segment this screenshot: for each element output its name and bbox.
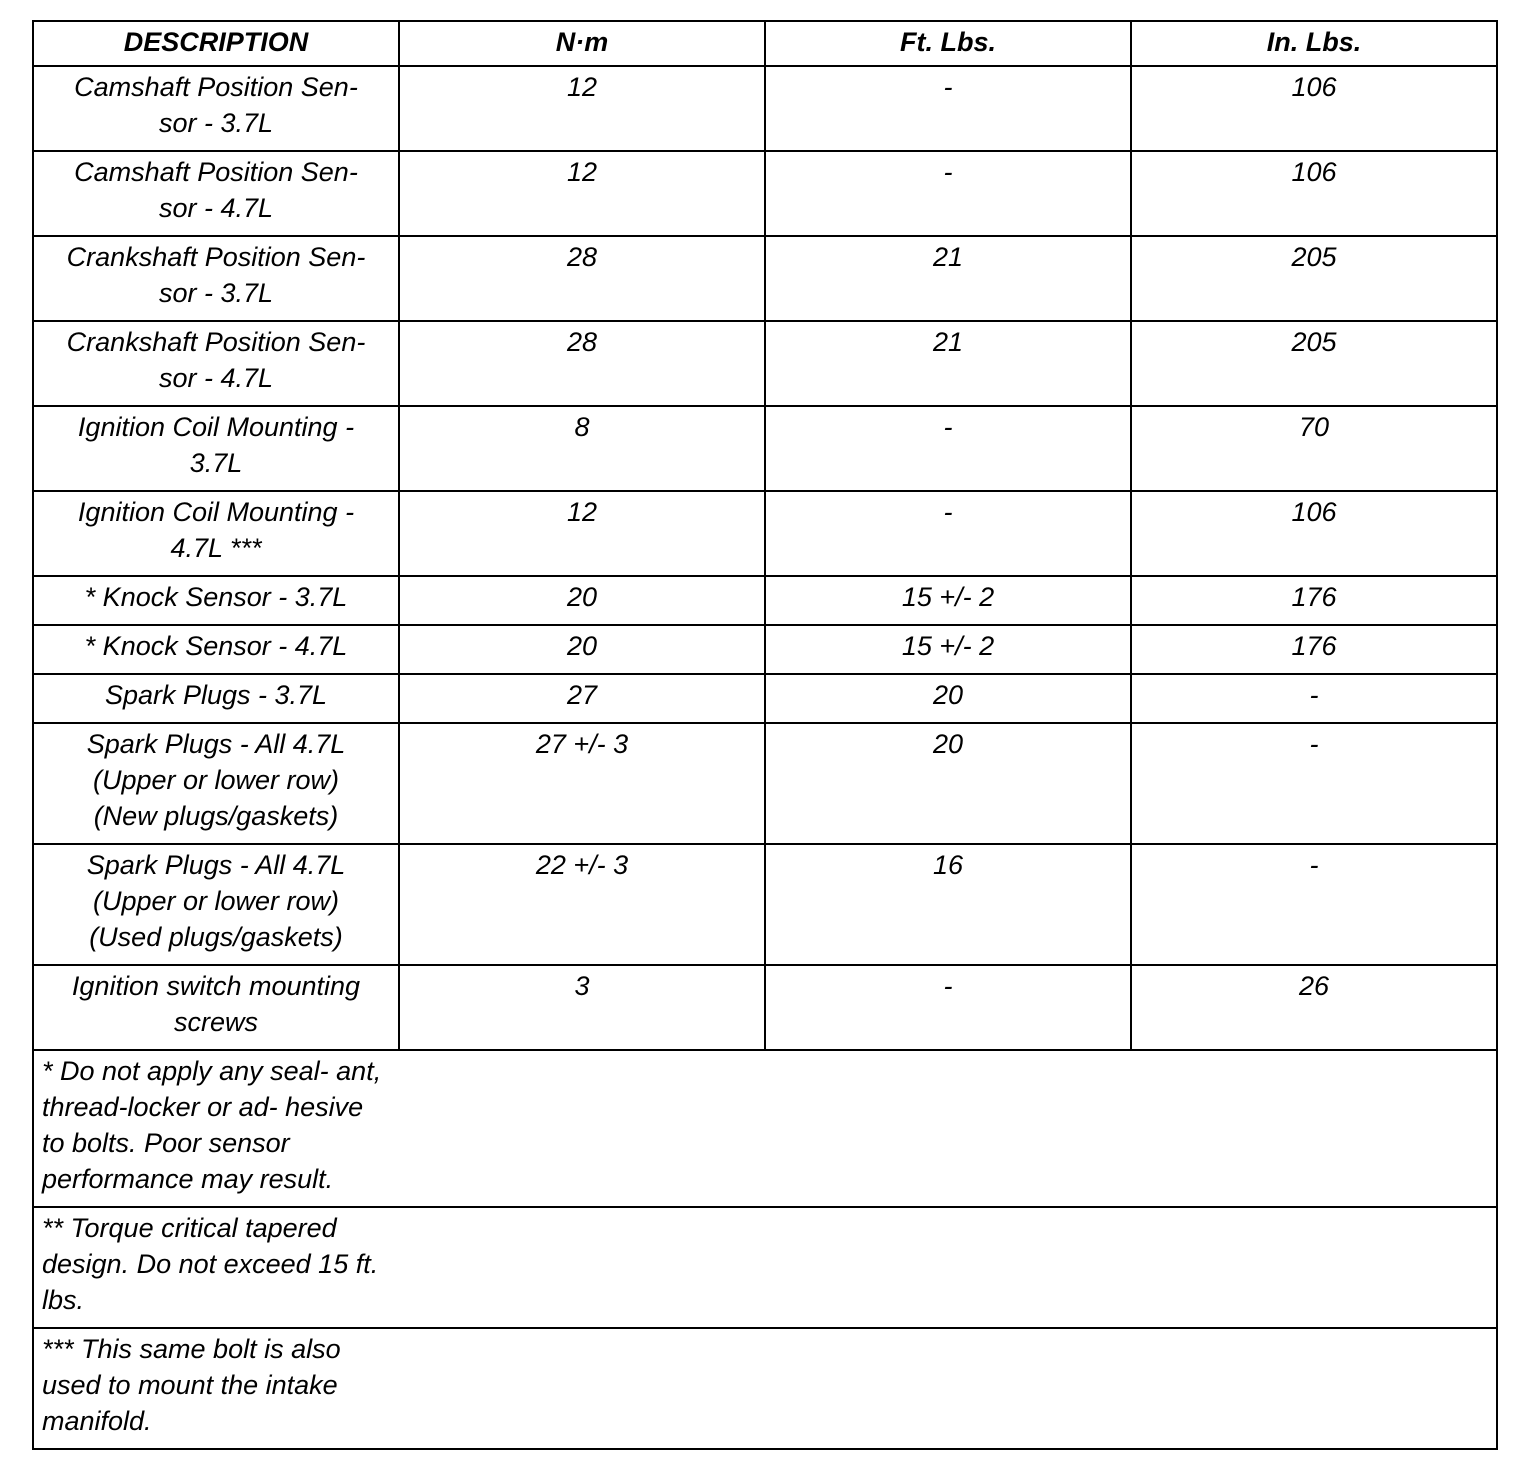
cell-description [33, 66, 399, 151]
cell-description [33, 576, 399, 625]
description-line: (Upper or lower row) [92, 886, 340, 916]
description-line: Camshaft Position Sen- [74, 72, 358, 102]
cell-nm: 3 [399, 965, 765, 1050]
cell-nm: 8 [399, 406, 765, 491]
cell-in-lbs: 106 [1131, 66, 1497, 151]
cell-description [33, 844, 399, 965]
cell-ft-lbs: 20 [765, 723, 1131, 844]
description-line: * Knock Sensor - 3.7L [84, 582, 348, 612]
note-row [33, 1207, 1497, 1328]
cell-ft-lbs: 15 +/- 2 [765, 576, 1131, 625]
cell-in-lbs: 205 [1131, 236, 1497, 321]
cell-nm: 28 [399, 236, 765, 321]
table-row [33, 576, 1497, 625]
table-row [33, 491, 1497, 576]
torque-spec-table [32, 20, 1498, 1450]
description-line: 3.7L [189, 448, 243, 478]
cell-description [33, 321, 399, 406]
description-line: Ignition Coil Mounting - [77, 497, 355, 527]
cell-in-lbs: 205 [1131, 321, 1497, 406]
cell-ft-lbs: - [765, 151, 1131, 236]
cell-nm: 12 [399, 66, 765, 151]
cell-ft-lbs: 20 [765, 674, 1131, 723]
table-row [33, 674, 1497, 723]
description-line: (Upper or lower row) [92, 765, 340, 795]
cell-ft-lbs: - [765, 66, 1131, 151]
cell-in-lbs: 26 [1131, 965, 1497, 1050]
cell-description [33, 406, 399, 491]
cell-ft-lbs: - [765, 491, 1131, 576]
cell-in-lbs: - [1131, 723, 1497, 844]
description-line: Ignition switch mounting [71, 971, 361, 1001]
cell-description [33, 491, 399, 576]
note-text: *** This same bolt is also used to mount the intake manifold. [42, 1334, 341, 1436]
cell-nm: 22 +/- 3 [399, 844, 765, 965]
header-row [33, 21, 1497, 66]
table-row [33, 844, 1497, 965]
description-line: Spark Plugs - All 4.7L [86, 729, 346, 759]
table-row [33, 625, 1497, 674]
description-line: sor - 3.7L [158, 278, 274, 308]
cell-nm: 20 [399, 576, 765, 625]
header-in-lbs: In. Lbs. [1131, 21, 1497, 66]
description-line: screws [173, 1007, 258, 1037]
description-line: Crankshaft Position Sen- [66, 327, 366, 357]
table-row [33, 406, 1497, 491]
table-row [33, 151, 1497, 236]
description-line: (Used plugs/gaskets) [89, 922, 343, 952]
description-line: Crankshaft Position Sen- [66, 242, 366, 272]
table-row [33, 66, 1497, 151]
note-text: ** Torque critical tapered design. Do not exceed 15 ft. lbs. [42, 1213, 379, 1315]
cell-ft-lbs: 15 +/- 2 [765, 625, 1131, 674]
cell-in-lbs: 106 [1131, 151, 1497, 236]
note-cell [33, 1207, 1497, 1328]
cell-description [33, 625, 399, 674]
table-row [33, 965, 1497, 1050]
cell-ft-lbs: 21 [765, 236, 1131, 321]
cell-in-lbs: 106 [1131, 491, 1497, 576]
cell-nm: 27 +/- 3 [399, 723, 765, 844]
cell-in-lbs: - [1131, 844, 1497, 965]
description-line: (New plugs/gaskets) [93, 801, 339, 831]
cell-ft-lbs: 21 [765, 321, 1131, 406]
note-cell [33, 1328, 1497, 1449]
note-cell [33, 1050, 1497, 1207]
cell-ft-lbs: - [765, 406, 1131, 491]
cell-description [33, 674, 399, 723]
cell-description [33, 965, 399, 1050]
description-line: Ignition Coil Mounting - [77, 412, 355, 442]
description-line: Camshaft Position Sen- [74, 157, 358, 187]
description-line: * Knock Sensor - 4.7L [84, 631, 348, 661]
note-row [33, 1050, 1497, 1207]
cell-nm: 20 [399, 625, 765, 674]
notes-body [33, 1050, 1497, 1449]
cell-nm: 27 [399, 674, 765, 723]
note-text: * Do not apply any seal- ant, thread-locker or ad- hesive to bolts. Poor sensor performance may result. [42, 1056, 382, 1194]
cell-in-lbs: 70 [1131, 406, 1497, 491]
description-line: sor - 4.7L [158, 193, 274, 223]
header-description: DESCRIPTION [33, 21, 399, 66]
table-row [33, 723, 1497, 844]
cell-description [33, 151, 399, 236]
table-row [33, 321, 1497, 406]
description-line: sor - 3.7L [158, 108, 274, 138]
description-line: Spark Plugs - All 4.7L [86, 850, 346, 880]
cell-description [33, 723, 399, 844]
cell-in-lbs: 176 [1131, 625, 1497, 674]
description-line: 4.7L *** [170, 533, 262, 563]
cell-nm: 12 [399, 151, 765, 236]
header-ft-lbs: Ft. Lbs. [765, 21, 1131, 66]
note-row [33, 1328, 1497, 1449]
cell-nm: 12 [399, 491, 765, 576]
description-line: sor - 4.7L [158, 363, 274, 393]
cell-nm: 28 [399, 321, 765, 406]
table-body [33, 66, 1497, 1050]
header-nm: N·m [399, 21, 765, 66]
cell-in-lbs: 176 [1131, 576, 1497, 625]
table-row [33, 236, 1497, 321]
cell-ft-lbs: 16 [765, 844, 1131, 965]
cell-description [33, 236, 399, 321]
description-line: Spark Plugs - 3.7L [104, 680, 328, 710]
cell-in-lbs: - [1131, 674, 1497, 723]
cell-ft-lbs: - [765, 965, 1131, 1050]
